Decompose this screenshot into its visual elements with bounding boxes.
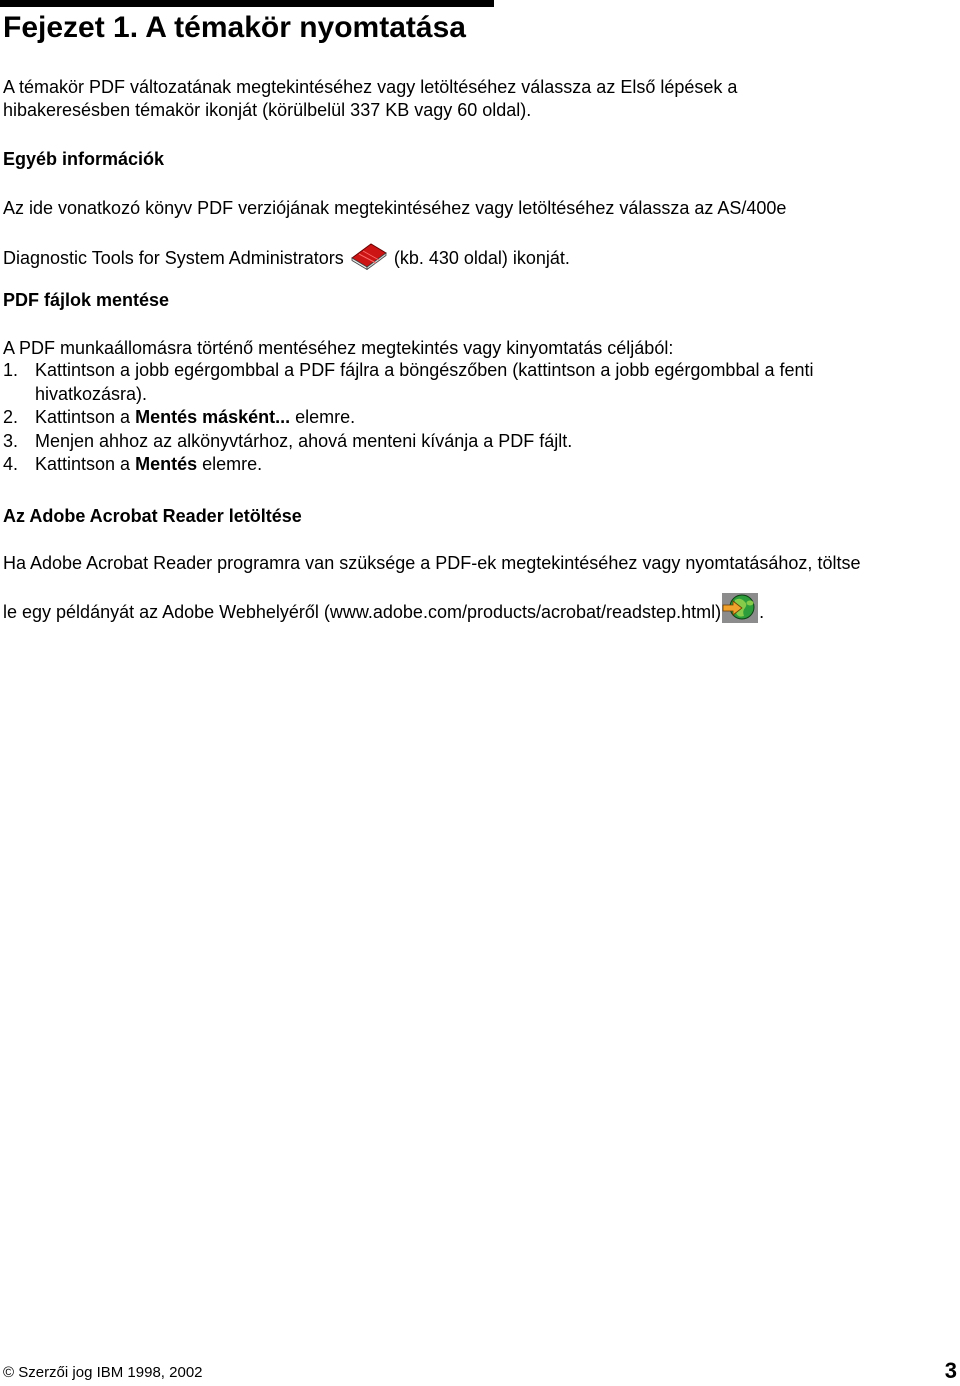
other-info-line-2 [3, 240, 570, 276]
book-link-text: Diagnostic Tools for System Administrators [3, 248, 344, 268]
sentence-period: . [759, 602, 765, 622]
step-text: Kattintson a [35, 407, 136, 427]
menu-command-save-as: Mentés másként... [135, 407, 291, 427]
save-pdf-steps [3, 359, 814, 477]
page-number: 3 [944, 1358, 957, 1383]
list-item [3, 453, 814, 477]
step-text-end: elemre. [197, 454, 263, 474]
step-text-end: elemre. [290, 407, 356, 427]
chapter-title: Fejezet 1. A témakör nyomtatása [3, 11, 466, 44]
list-item [3, 406, 814, 430]
other-info-line-1: Az ide vonatkozó könyv PDF verziójának megtekintéséhez vagy letöltéséhez válassza az AS/400e [3, 198, 787, 218]
step-text: Kattintson a jobb egérgombbal a PDF fájlra a böngészőben (kattintson a jobb egérgombbal a fenti [35, 360, 814, 380]
intro-line-2: hibakeresésben témakör ikonját (körülbelül 337 KB vagy 60 oldal). [3, 100, 532, 120]
adobe-link-text[interactable]: le egy példányát az Adobe Webhelyéről (www.adobe.com/products/acrobat/readstep.html) [3, 602, 722, 622]
step-number: 3. [3, 430, 19, 451]
step-text: Menjen ahhoz az alkönyvtárhoz, ahová menteni kívánja a PDF fájlt. [35, 430, 573, 451]
step-number: 2. [3, 407, 19, 427]
acrobat-line-2 [3, 592, 764, 630]
copyright-text: © Szerzői jog IBM 1998, 2002 [3, 1364, 203, 1381]
step-text: Kattintson a [35, 454, 136, 474]
intro-line-1: A témakör PDF változatának megtekintéséhez vagy letöltéséhez válassza az Első lépések a [3, 77, 738, 97]
acrobat-line-1: Ha Adobe Acrobat Reader programra van szüksége a PDF-ek megtekintéséhez vagy nyomtatásához, töltse [3, 553, 861, 573]
external-link-globe-icon[interactable] [721, 592, 759, 630]
save-pdf-intro: A PDF munkaállomásra történő mentéséhez megtekintés vagy kinyomtatás céljából: [3, 338, 674, 358]
list-item [3, 430, 814, 454]
other-info-heading: Egyéb információk [3, 149, 165, 169]
step-number: 1. [3, 360, 19, 380]
book-size-text: (kb. 430 oldal) ikonját. [393, 248, 570, 268]
menu-command-save: Mentés [135, 454, 198, 474]
step-number: 4. [3, 454, 19, 474]
list-item [3, 359, 814, 406]
chapter-rule [0, 0, 494, 7]
red-book-icon[interactable] [349, 240, 389, 276]
save-pdf-heading: PDF fájlok mentése [3, 290, 170, 310]
acrobat-heading: Az Adobe Acrobat Reader letöltése [3, 506, 302, 526]
step-text-continued: hivatkozásra). [35, 383, 148, 404]
